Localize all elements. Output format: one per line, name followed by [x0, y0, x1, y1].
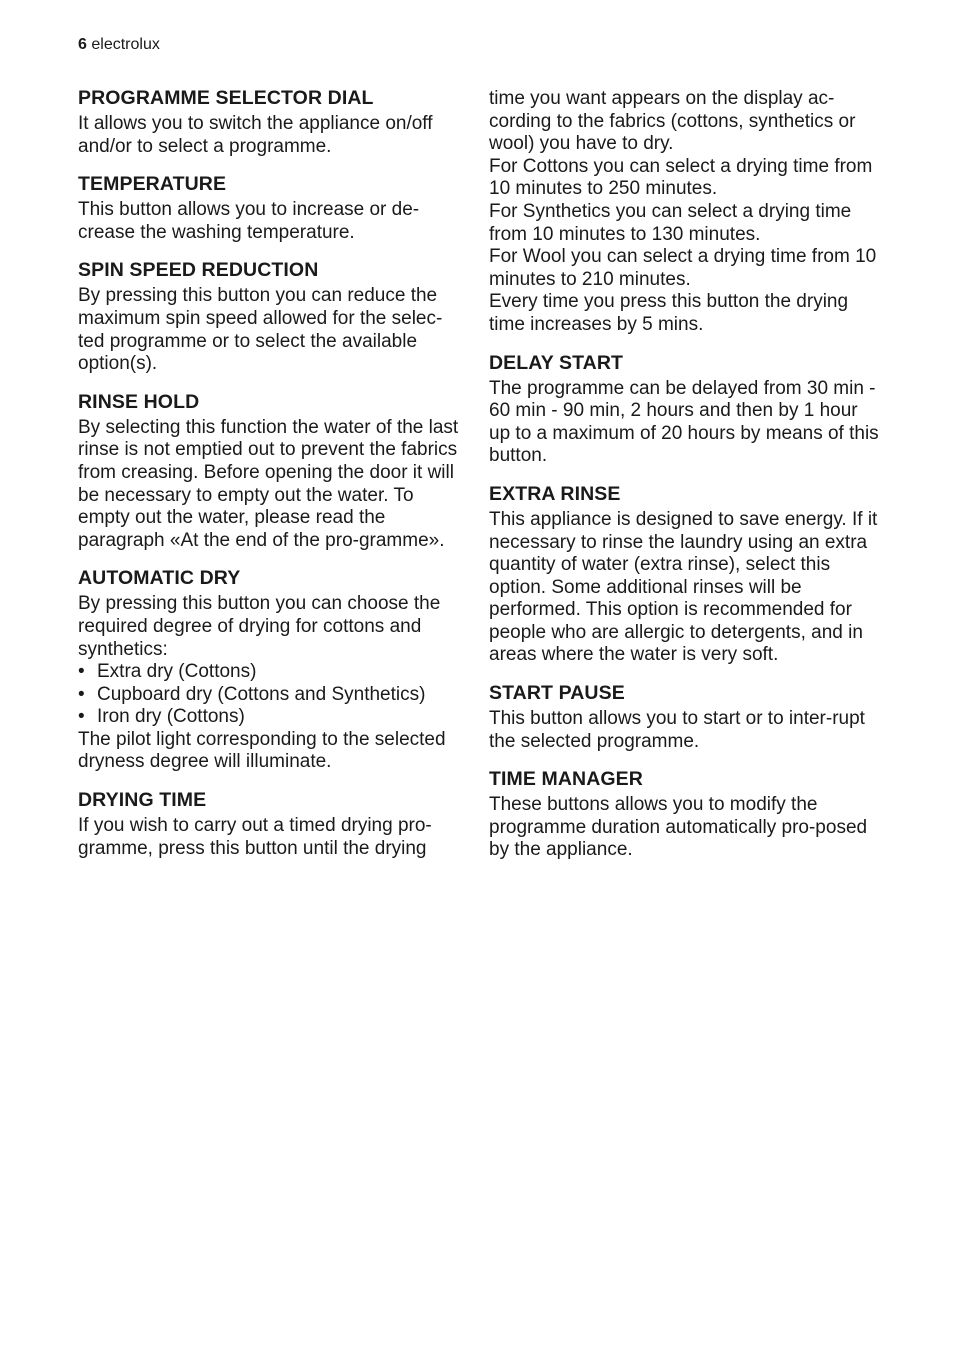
paragraph: Every time you press this button the drying time increases by 5 mins. — [489, 291, 849, 335]
paragraph: For Cottons you can select a drying time from 10 minutes to 250 minutes. — [489, 155, 873, 200]
section-title: PROGRAMME SELECTOR DIAL — [78, 87, 374, 109]
section-title: AUTOMATIC DRY — [78, 567, 241, 590]
brand-name: electrolux — [91, 36, 160, 53]
list-item-text: Extra dry (Cottons) — [97, 661, 257, 683]
section-title: TEMPERATURE — [78, 173, 227, 196]
section-body: It allows you to switch the appliance on/off and/or to select a programme. — [78, 113, 433, 157]
section-title: START PAUSE — [489, 682, 625, 705]
section-drying-time — [78, 788, 468, 860]
left-column — [78, 86, 468, 874]
list-item-text: Iron dry (Cottons) — [97, 706, 245, 728]
list-item — [78, 661, 468, 684]
section-title: DELAY START — [489, 351, 624, 374]
dryness-list — [78, 661, 468, 729]
section-rinse-hold — [78, 390, 468, 553]
section-start-pause — [489, 681, 881, 753]
right-column — [489, 86, 881, 876]
list-item — [78, 706, 468, 729]
paragraph: For Wool you can select a drying time from 10 minutes to 210 minutes. — [489, 246, 877, 290]
paragraph: time you want appears on the display ac-cording to the fabrics (cottons, synthetics or wool) you have to dry. — [489, 88, 856, 155]
bullet-icon: • — [78, 683, 85, 705]
list-item — [78, 684, 468, 707]
section-body: This appliance is designed to save energy. If it necessary to rinse the laundry using an extra quantity of water (extra rinse), select this option. Some additional rinses will be performed. This option is recommended for people who are allergic to detergents, and in areas where the water is very soft. — [489, 508, 878, 666]
section-extra-rinse — [489, 482, 881, 667]
section-temperature — [78, 172, 468, 244]
section-title: RINSE HOLD — [78, 390, 200, 413]
section-body: By selecting this function the water of the last rinse is not emptied out to prevent the fabrics from creasing. Before opening the door it will be necessary to empty out the water. To empty out the water, please read the paragraph «At the end of the pro-gramme». — [78, 416, 459, 551]
section-body: These buttons allows you to modify the programme duration automatically pro-posed by the appliance. — [489, 794, 868, 861]
bullet-icon: • — [78, 661, 85, 683]
section-body: This button allows you to increase or de-crease the washing temperature. — [78, 199, 420, 243]
section-title: DRYING TIME — [78, 789, 207, 812]
bullet-icon: • — [78, 706, 85, 728]
section-automatic-dry — [78, 566, 468, 774]
section-body: The programme can be delayed from 30 min - 60 min - 90 min, 2 hours and then by 1 hour up to a maximum of 20 hours by means of this button. — [489, 377, 879, 467]
page-header — [78, 36, 160, 54]
page-number: 6 — [78, 36, 87, 53]
section-body: This button allows you to start or to inter-rupt the selected programme. — [489, 708, 865, 752]
section-spin-speed — [78, 258, 468, 375]
section-drying-time-continued — [489, 88, 881, 337]
section-title: SPIN SPEED REDUCTION — [78, 259, 319, 282]
list-item-text: Cupboard dry (Cottons and Synthetics) — [97, 683, 426, 705]
section-body: If you wish to carry out a timed drying pro-gramme, press this button until the drying — [78, 815, 432, 859]
section-time-manager — [489, 767, 881, 862]
section-outro: The pilot light corresponding to the selected dryness degree will illuminate. — [78, 728, 446, 773]
section-title: EXTRA RINSE — [489, 482, 621, 505]
section-programme-selector — [78, 86, 468, 158]
section-delay-start — [489, 351, 881, 468]
section-intro: By pressing this button you can choose the required degree of drying for cottons and synthetics: — [78, 593, 441, 660]
section-body: By pressing this button you can reduce the maximum spin speed allowed for the selec-ted programme or to select the available option(s). — [78, 285, 443, 375]
section-title: TIME MANAGER — [489, 768, 643, 791]
paragraph: For Synthetics you can select a drying time from 10 minutes to 130 minutes. — [489, 200, 852, 245]
